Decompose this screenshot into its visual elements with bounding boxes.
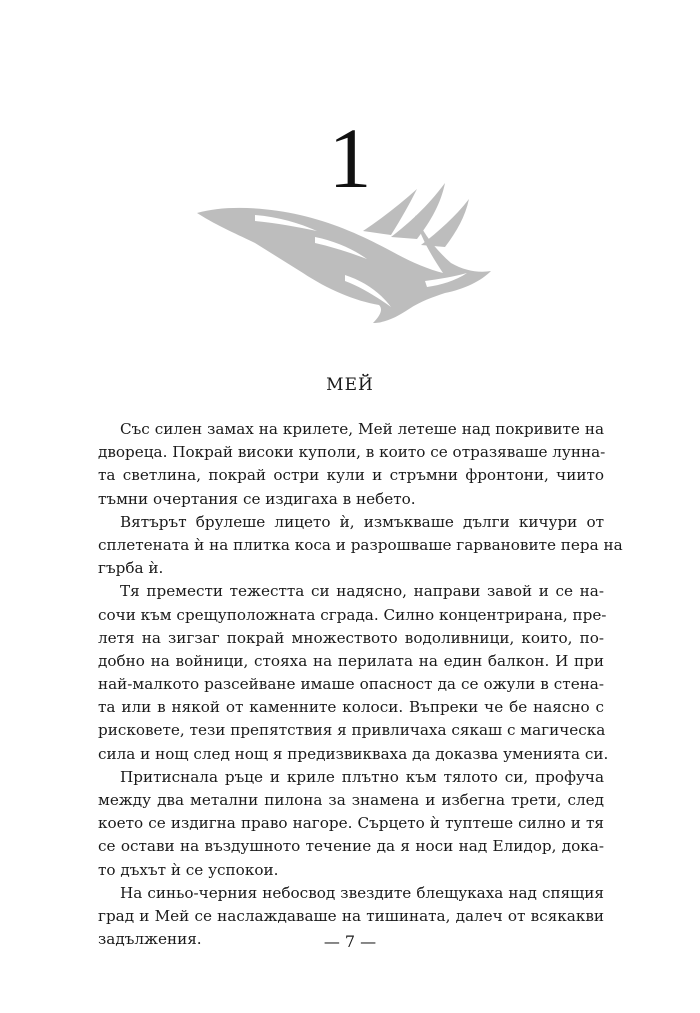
text-line: гърба ѝ. (98, 559, 164, 578)
page-number: — 7 — (323, 932, 377, 951)
text-line: На синьо-черния небосвод звездите блещукаха над спящия (120, 883, 604, 902)
text-line: Вятърът брулеше лицето ѝ, измъкваше дълги кичури от (120, 512, 604, 531)
feather-icon (195, 175, 495, 325)
text-line: то дъхът ѝ се успокои. (98, 860, 279, 879)
text-line: град и Мей се наслаждаваше на тишината, далеч от всякакви (98, 906, 604, 925)
text-line: което се издигна право нагоре. Сърцето ѝ туптеше силно и тя (98, 814, 604, 833)
text-line: сочи към срещуположната сграда. Силно концентрирана, пре- (98, 605, 607, 624)
text-line: Със силен замах на крилете, Мей летеше над покривите на (120, 420, 604, 438)
text-line: рисковете, тези препятствия я привличаха сякаш с магическа (98, 721, 606, 740)
chapter-text (98, 418, 623, 951)
text-line: сила и нощ след нощ я предизвикваха да доказва уменията си. (98, 744, 609, 763)
text-line: сплетената ѝ на плитка коса и разрошваше гарвановите пера на (98, 535, 623, 554)
text-line: летя на зигзаг покрай множеството водоливници, които, по- (98, 628, 604, 647)
text-line: между два метални пилона за знамена и избегна трети, след (98, 791, 604, 809)
text-line: тъмни очертания се издигаха в небето. (98, 489, 416, 508)
chapter-number: 1 (328, 110, 372, 206)
text-line: та светлина, покрай остри кули и стръмни фронтони, чиито (98, 466, 604, 485)
chapter-title: МЕЙ (326, 375, 374, 395)
text-line: задължения. (98, 930, 202, 949)
text-line: та или в някой от каменните колоси. Въпреки че бе наясно с (98, 698, 604, 717)
text-line: най-малкото разсейване имаше опасност да се ожули в стена- (98, 675, 604, 694)
text-line: Тя премести тежестта си надясно, направи завой и се на- (120, 582, 604, 601)
text-line: се остави на въздушното течение да я носи над Елидор, дока- (98, 837, 604, 856)
text-line: Притиснала ръце и криле плътно към тялото си, профуча (120, 767, 604, 786)
text-line: добно на войници, стояха на перилата на един балкон. И при (98, 651, 604, 670)
text-line: двореца. Покрай високи куполи, в които се отразяваше лунна- (98, 443, 606, 462)
